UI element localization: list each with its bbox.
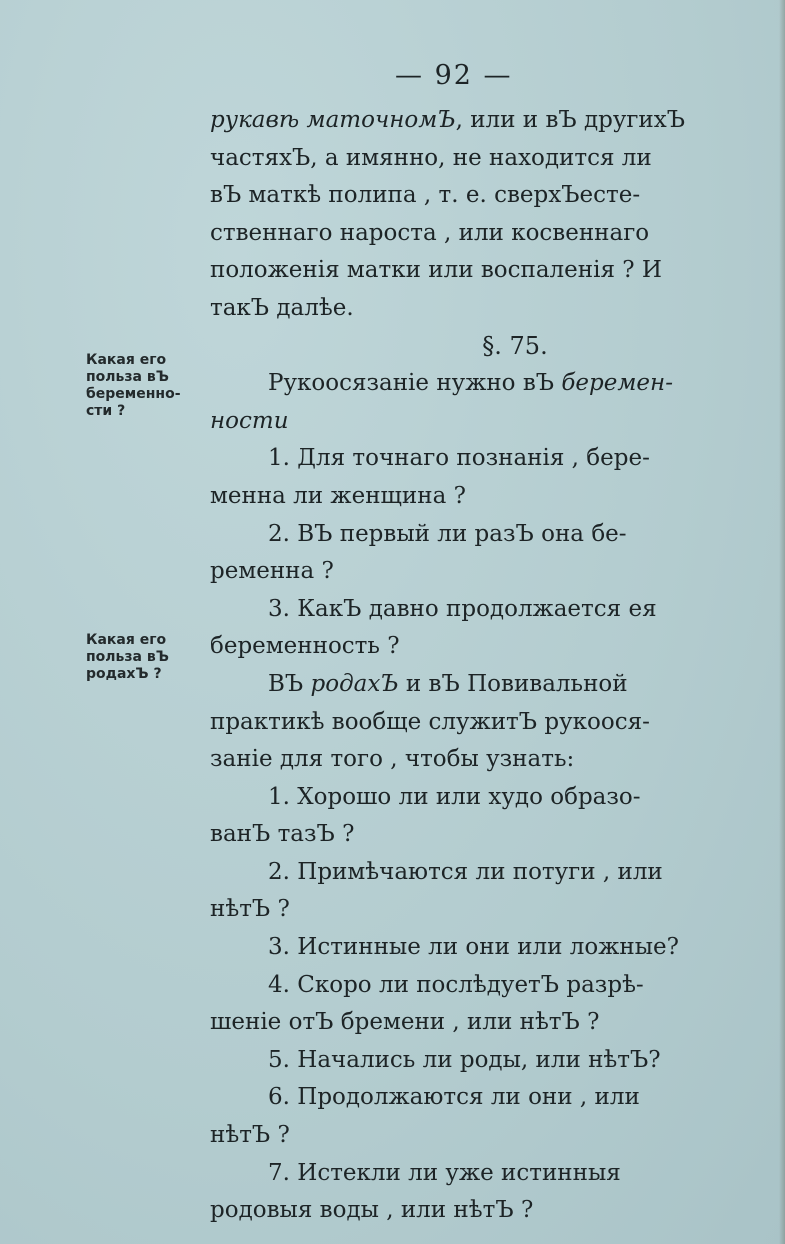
list-item: 6. Продолжаются ли они , или — [268, 1084, 640, 1111]
text-line: ременна ? — [210, 558, 334, 585]
list-item: 2. Примѣчаются ли потуги , или — [268, 858, 663, 885]
list-item: 4. Скоро ли послѣдуетЪ разрѣ- — [268, 971, 644, 998]
text-line: заніе для того , чтобы узнать: — [210, 746, 575, 773]
list-item: 1. Хорошо ли или худо образо- — [268, 783, 641, 810]
text-line: менна ли женщина ? — [210, 482, 466, 509]
text-line: Рукоосязаніе нужно вЪ беремен- — [268, 370, 673, 397]
section-heading: §. 75. — [482, 331, 548, 360]
text-line: вЪ маткѣ полипа , т. е. сверхЪесте- — [210, 182, 641, 209]
text-line: положенія матки или воспаленія ? И — [210, 257, 662, 284]
text-line: нѣтЪ ? — [210, 896, 290, 923]
list-item: 3. КакЪ давно продолжается ея — [268, 595, 657, 622]
text-line: шеніе отЪ бремени , или нѣтЪ ? — [210, 1009, 600, 1036]
text-line: беременность ? — [210, 633, 400, 660]
list-item: 1. Для точнаго познанія , бере- — [268, 445, 650, 472]
text-line: такЪ далѣе. — [210, 294, 354, 321]
italic-phrase: беремен- — [561, 370, 673, 397]
italic-phrase: рукавѣ маточномЪ — [210, 107, 456, 133]
text-line — [210, 403, 740, 441]
italic-phrase: родахЪ — [310, 670, 399, 697]
text-line: ственнаго нароста , или косвеннаго — [210, 219, 650, 246]
sidenote-pregnancy: Какая его польза вЪ беременно-сти ? — [86, 352, 181, 419]
page-number: — 92 — — [395, 60, 513, 91]
text-line: рукавѣ маточномЪ, или и вЪ другихЪ — [210, 107, 686, 133]
page-edge-shadow — [779, 0, 785, 1244]
sidenote-childbirth: Какая его польза вЪ родахЪ ? — [86, 632, 169, 682]
text-line: родовыя воды , или нѣтЪ ? — [210, 1197, 534, 1224]
text-line: частяхЪ, а имянно, не находится ли — [210, 144, 652, 171]
list-item: 7. Истекли ли уже истинныя — [268, 1159, 621, 1186]
text-line: ванЪ тазЪ ? — [210, 821, 355, 848]
body-text — [210, 102, 740, 1230]
list-item: 3. Истинные ли они или ложные? — [268, 934, 679, 961]
italic-phrase: ности — [210, 407, 289, 434]
text-line: практикѣ вообще служитЪ рукоося- — [210, 708, 650, 735]
text-line: ВЪ родахЪ и вЪ Повивальной — [268, 670, 628, 697]
list-item: 5. Начались ли роды, или нѣтЪ? — [268, 1046, 661, 1073]
list-item: 2. ВЪ первый ли разЪ она бе- — [268, 520, 627, 547]
text-line: нѣтЪ ? — [210, 1122, 290, 1149]
